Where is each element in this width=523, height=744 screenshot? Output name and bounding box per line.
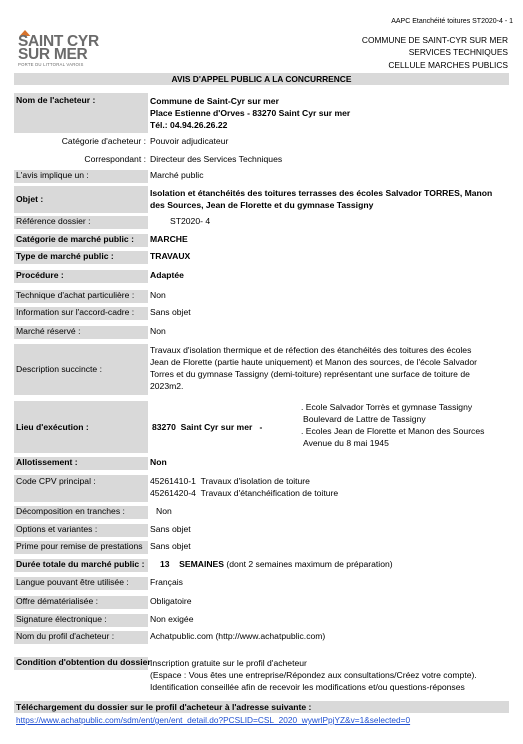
logo-line-1: SAINT CYR: [18, 33, 99, 50]
row-lieu-execution: [14, 401, 509, 453]
lieu-line: . Ecole Salvador Torrès et gymnase Tassigny: [301, 402, 473, 412]
row-avis-implique: [14, 170, 509, 183]
acheteur-name: Commune de Saint-Cyr sur mer: [150, 96, 279, 106]
row-description: [14, 344, 509, 395]
logo-tagline: PORTE DU LITTORAL VAROIS: [18, 62, 84, 67]
row-technique-achat: [14, 290, 509, 303]
label-duree: Durée totale du marché public :: [16, 559, 145, 569]
value-categorie-acheteur: Pouvoir adjudicateur: [150, 136, 229, 146]
duree-number: 13: [160, 559, 170, 569]
value-type-marche: TRAVAUX: [150, 251, 191, 261]
label-type-marche: Type de marché public :: [16, 251, 114, 261]
objet-line: des Sources, Jean de Florette et du gymnase Tassigny: [150, 200, 374, 210]
description-line: Torres et du gymnase Tassigny (demi-toiture) représentant une surface de toiture de: [150, 369, 470, 379]
commune-block: [362, 34, 508, 71]
lieu-line: Avenue du 8 mai 1945: [303, 438, 389, 448]
condition-line: Identification conseillée afin de recevoir les modifications et/ou questions-réponses: [150, 682, 465, 692]
commune-logo: [0, 34, 100, 68]
row-cpv: [14, 475, 509, 502]
condition-line: (Espace : Vous êtes une entreprise/Répondez aux consultations/Créez votre compte).: [150, 670, 477, 680]
row-allotissement: [14, 457, 509, 470]
label-accord-cadre: Information sur l'accord-cadre :: [16, 307, 135, 317]
label-langue: Langue pouvant être utilisée :: [16, 577, 129, 587]
cpv-code: 45261420-4: [150, 488, 196, 498]
description-line: Jean de Florette (partie haute uniquement) et Manon des sources, de l'école Salvador: [150, 357, 477, 367]
label-profil: Nom du profil d'acheteur :: [16, 631, 115, 641]
row-condition: [14, 657, 509, 697]
commune-line: CELLULE MARCHES PUBLICS: [388, 59, 508, 70]
label-decomposition: Décomposition en tranches :: [16, 506, 125, 516]
logo-line-2: SUR MER: [18, 46, 88, 63]
row-procedure: [14, 270, 509, 283]
value-options: Sans objet: [150, 524, 191, 534]
page-title: AVIS D'APPEL PUBLIC A LA CONCURRENCE: [14, 73, 509, 85]
cpv-desc: Travaux d'isolation de toiture: [200, 476, 310, 486]
description-line: 2023m2.: [150, 381, 184, 391]
description-line: Travaux d'isolation thermique et de réfection des étanchéités des toitures des écoles: [150, 345, 472, 355]
cpv-desc: Travaux d'étanchéification de toiture: [200, 488, 339, 498]
value-profil: Achatpublic.com (http://www.achatpublic.com): [150, 631, 326, 641]
label-categorie-marche: Catégorie de marché public :: [16, 234, 134, 244]
commune-line: SERVICES TECHNIQUES: [408, 47, 508, 58]
label-categorie-acheteur: Catégorie d'acheteur :: [61, 136, 146, 146]
value-categorie-marche: MARCHE: [150, 234, 188, 244]
value-prime: Sans objet: [150, 541, 191, 551]
row-acheteur: [14, 93, 509, 133]
telechargement-label-bar: [14, 701, 509, 713]
acheteur-address: Place Estienne d'Orves - 83270 Saint Cyr sur mer: [150, 108, 351, 118]
value-avis-implique: Marché public: [150, 170, 204, 180]
lieu-line: Boulevard de Lattre de Tassigny: [303, 414, 426, 424]
value-allotissement: Non: [150, 457, 167, 467]
duree-unit: SEMAINES: [179, 559, 225, 569]
value-reference-dossier: ST2020- 4: [170, 216, 211, 226]
row-correspondant: [14, 154, 509, 167]
label-technique-achat: Technique d'achat particulière :: [16, 290, 135, 300]
row-reference-dossier: [14, 216, 509, 229]
document-reference: AAPC Etanchéité toitures ST2020-4 - 1: [391, 18, 513, 25]
row-decomposition: [14, 506, 509, 519]
label-signature: Signature électronique :: [16, 614, 107, 624]
value-marche-reserve: Non: [150, 326, 166, 336]
acheteur-phone: Tél.: 04.94.26.26.22: [150, 120, 228, 130]
value-signature: Non exigée: [150, 614, 194, 624]
label-offre: Offre dématérialisée :: [16, 596, 98, 606]
row-signature: [14, 614, 509, 627]
row-options: [14, 524, 509, 537]
label-reference-dossier: Référence dossier :: [16, 216, 91, 226]
label-acheteur: Nom de l'acheteur :: [16, 95, 96, 105]
row-objet: [14, 186, 509, 213]
label-condition: Condition d'obtention du dossier: [16, 657, 151, 667]
row-duree: [14, 559, 509, 572]
label-marche-reserve: Marché réservé :: [16, 326, 81, 336]
value-correspondant: Directeur des Services Techniques: [150, 154, 283, 164]
lieu-line: . Ecoles Jean de Florette et Manon des Sources: [301, 426, 485, 436]
label-objet: Objet :: [16, 194, 44, 204]
value-procedure: Adaptée: [150, 270, 184, 280]
label-telechargement: Téléchargement du dossier sur le profil d'acheteur à l'adresse suivante :: [16, 702, 312, 712]
commune-line: COMMUNE DE SAINT-CYR SUR MER: [361, 35, 508, 45]
row-categorie-marche: [14, 234, 509, 247]
label-lieu-execution: Lieu d'exécution :: [16, 422, 89, 432]
objet-line: Isolation et étanchéités des toitures terrasses des écoles Salvador TORRES, Manon: [150, 188, 493, 198]
row-langue: [14, 577, 509, 590]
label-procedure: Procédure :: [16, 270, 64, 280]
row-categorie-acheteur: [14, 136, 509, 149]
condition-line: Inscription gratuite sur le profil d'acheteur: [150, 658, 307, 668]
label-avis-implique: L'avis implique un :: [16, 170, 89, 180]
label-options: Options et variantes :: [16, 524, 98, 534]
cpv-code: 45261410-1: [150, 476, 196, 486]
value-accord-cadre: Sans objet: [150, 307, 191, 317]
value-langue: Français: [150, 577, 183, 587]
cpv-item: [150, 475, 509, 487]
value-decomposition: Non: [156, 506, 172, 516]
value-technique-achat: Non: [150, 290, 166, 300]
telechargement-link[interactable]: https://www.achatpublic.com/sdm/ent/gen/ent_detail.do?PCSLID=CSL_2020_wywrlPpjYZ&v=1&selected=0: [16, 715, 411, 725]
row-marche-reserve: [14, 326, 509, 339]
row-offre: [14, 596, 509, 609]
label-prime: Prime pour remise de prestations: [16, 541, 143, 551]
cpv-item: [150, 487, 509, 499]
row-accord-cadre: [14, 307, 509, 320]
label-allotissement: Allotissement :: [16, 457, 78, 467]
duree-note: (dont 2 semaines maximum de préparation): [226, 559, 393, 569]
label-correspondant: Correspondant :: [84, 154, 146, 164]
row-type-marche: [14, 251, 509, 264]
label-description: Description succincte :: [16, 364, 102, 374]
value-offre: Obligatoire: [150, 596, 192, 606]
label-cpv: Code CPV principal :: [16, 476, 96, 486]
lieu-city: 83270 Saint Cyr sur mer -: [152, 422, 263, 432]
row-profil: [14, 631, 509, 644]
row-prime: [14, 541, 509, 554]
